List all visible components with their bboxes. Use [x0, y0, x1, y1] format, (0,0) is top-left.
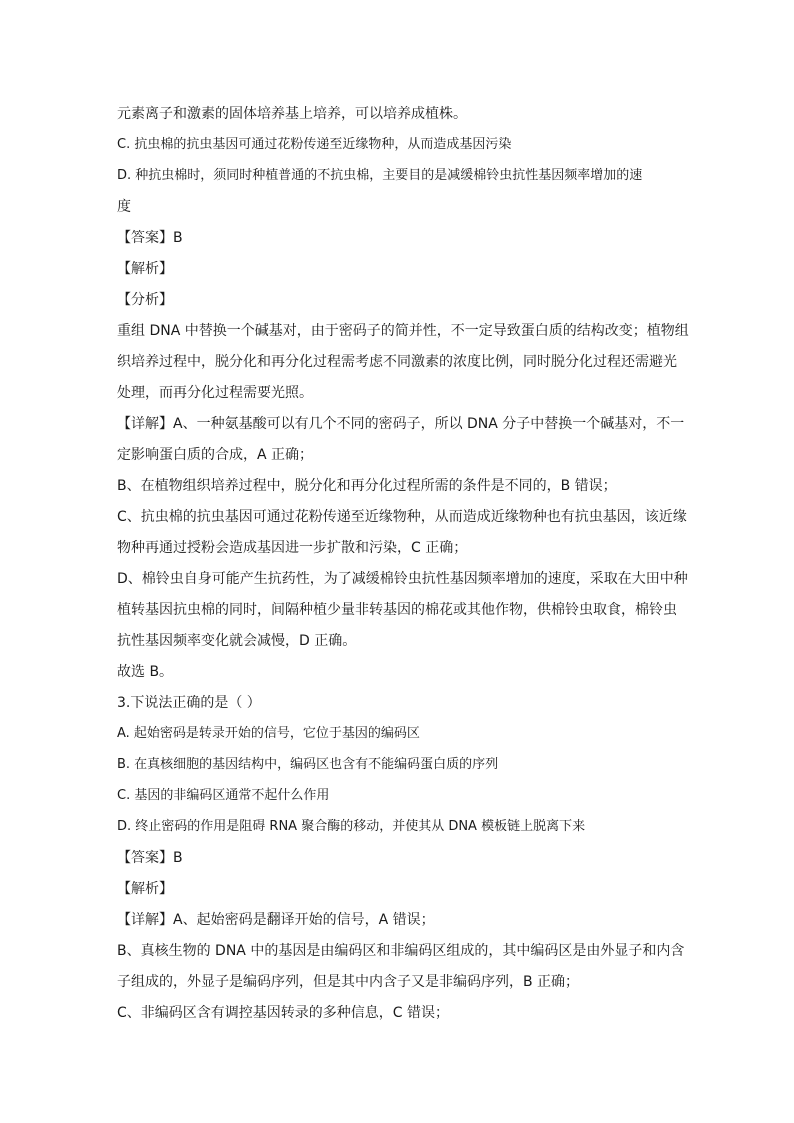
option-b: B. 在真核细胞的基因结构中，编码区也含有不能编码蛋白质的序列 — [117, 757, 499, 772]
text-line: 物种再通过授粉会造成基因进一步扩散和污染，C 正确； — [117, 540, 468, 556]
text-line: C、非编码区含有调控基因转录的多种信息，C 错误； — [117, 1005, 449, 1021]
question-stem: 3.下说法正确的是（ ） — [117, 695, 261, 711]
fenxi-heading: 【分析】 — [117, 292, 173, 308]
option-c: C. 抗虫棉的抗虫基因可通过花粉传递至近缘物种，从而造成基因污染 — [117, 137, 512, 152]
text-line: 定影响蛋白质的合成，A 正确； — [117, 447, 314, 463]
text-line: 织培养过程中，脱分化和再分化过程需考虑不同激素的浓度比例，同时脱分化过程还需避光 — [117, 354, 677, 370]
option-d: D. 种抗虫棉时，须同时种植普通的不抗虫棉，主要目的是减缓棉铃虫抗性基因频率增加的速 — [117, 168, 643, 183]
text-line: 植转基因抗虫棉的同时，间隔种植少量非转基因的棉花或其他作物，供棉铃虫取食，棉铃虫 — [117, 602, 677, 618]
answer-heading: 【答案】B — [117, 850, 183, 866]
text-line: 处理，而再分化过程需要光照。 — [117, 385, 313, 401]
detail-heading: 【详解】A、一种氨基酸可以有几个不同的密码子，所以 DNA 分子中替换一个碱基对，不一 — [117, 416, 685, 432]
text-line: 重组 DNA 中替换一个碱基对，由于密码子的简并性，不一定导致蛋白质的结构改变；植物组 — [117, 323, 689, 339]
text-line: 度 — [117, 199, 131, 215]
text-line: 抗性基因频率变化就会减慢，D 正确。 — [117, 633, 357, 649]
analysis-heading: 【解析】 — [117, 261, 173, 277]
option-d: D. 终止密码的作用是阻碍 RNA 聚合酶的移动，并使其从 DNA 模板链上脱离下来 — [117, 819, 586, 834]
option-c: C. 基因的非编码区通常不起什么作用 — [117, 788, 330, 803]
answer-heading: 【答案】B — [117, 230, 183, 246]
text-line: B、在植物组织培养过程中，脱分化和再分化过程所需的条件是不同的，B 错误； — [117, 478, 617, 494]
text-line: 元素离子和激素的固体培养基上培养，可以培养成植株。 — [117, 106, 467, 122]
text-line: B、真核生物的 DNA 中的基因是由编码区和非编码区组成的，其中编码区是由外显子和内含 — [117, 943, 685, 959]
analysis-heading: 【解析】 — [117, 881, 173, 897]
option-a: A. 起始密码是转录开始的信号，它位于基因的编码区 — [117, 726, 420, 741]
text-line: 故选 B。 — [117, 664, 174, 680]
text-line: D、棉铃虫自身可能产生抗药性，为了减缓棉铃虫抗性基因频率增加的速度，采取在大田中种 — [117, 571, 688, 587]
detail-heading: 【详解】A、起始密码是翻译开始的信号，A 错误； — [117, 912, 435, 928]
text-line: 子组成的，外显子是编码序列，但是其中内含子又是非编码序列，B 正确； — [117, 974, 580, 990]
text-line: C、抗虫棉的抗虫基因可通过花粉传递至近缘物种，从而造成近缘物种也有抗虫基因，该近缘 — [117, 509, 687, 525]
